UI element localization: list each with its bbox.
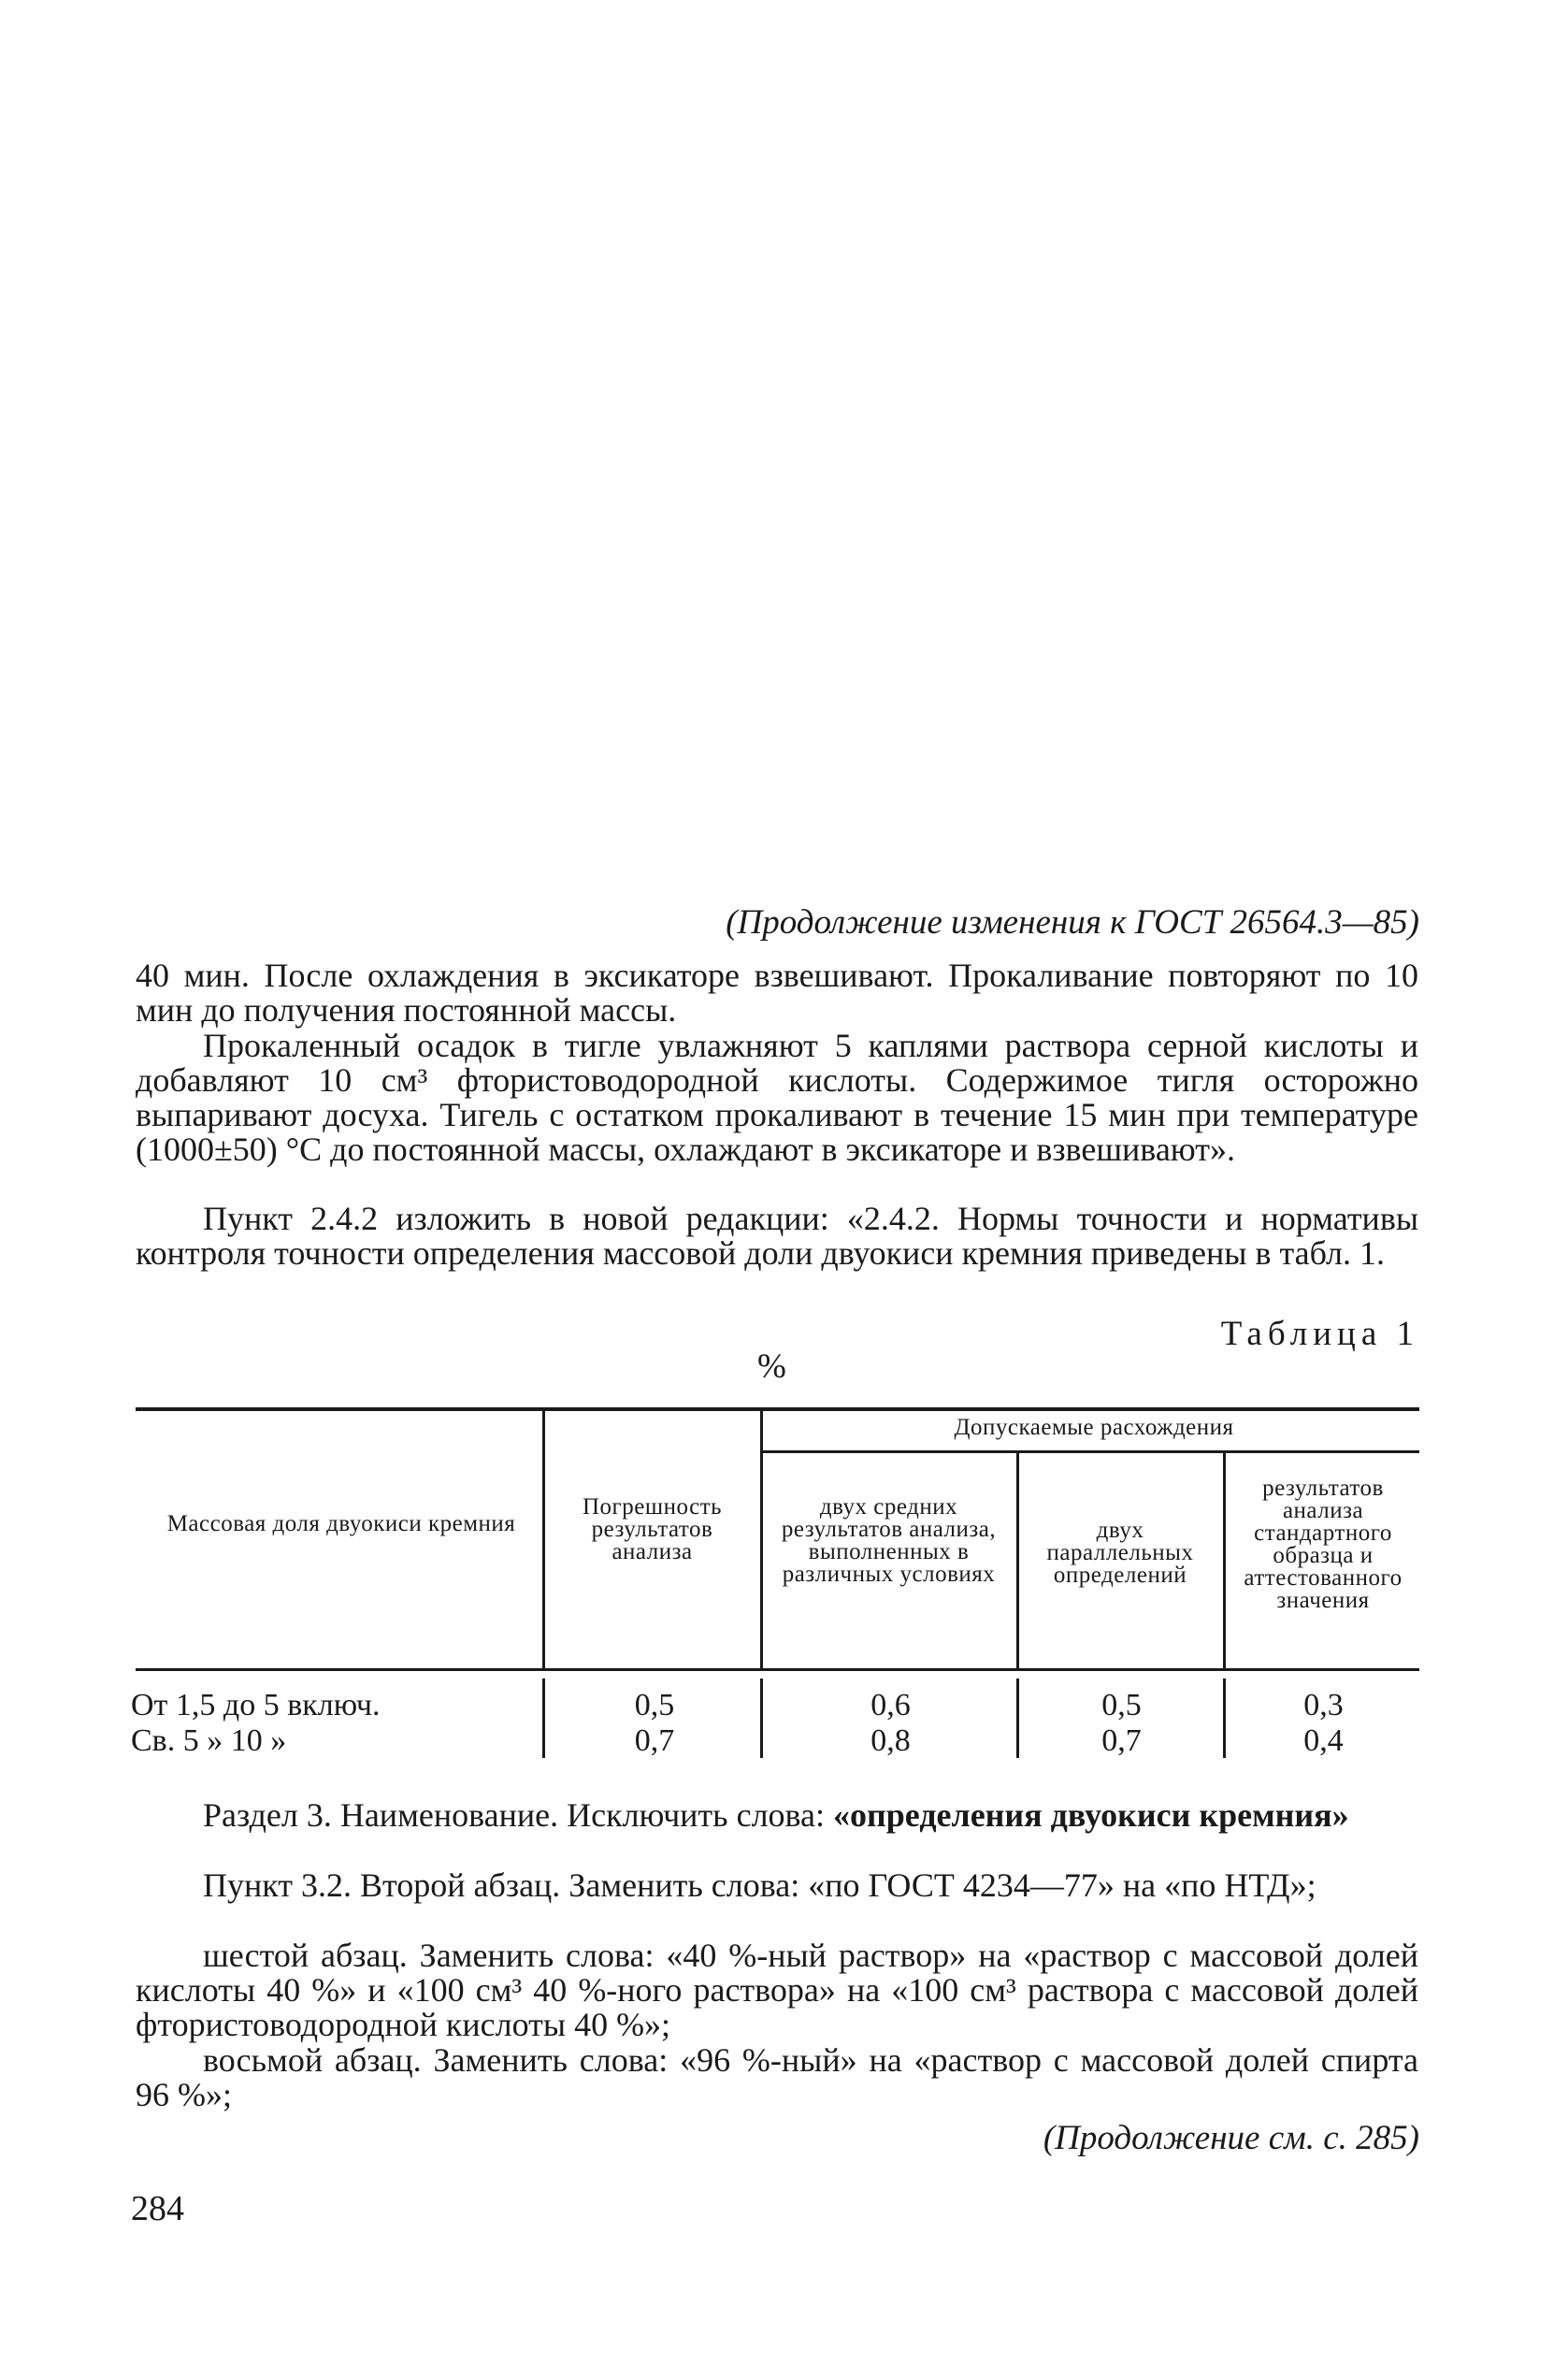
table-caption: Таблица 1: [1220, 1315, 1419, 1353]
table-vline: [760, 1411, 763, 1668]
page-number: 284: [131, 2189, 184, 2228]
table-vline: [1223, 1679, 1226, 1758]
section3-bold: «определения двуокиси кремния»: [833, 1796, 1349, 1834]
header-two-parallel: двух параллельных определений: [1046, 1518, 1194, 1588]
table-vline: [542, 1411, 545, 1668]
header-error: Погрешность результатов анализа: [582, 1494, 723, 1564]
table-vline: [1016, 1453, 1019, 1668]
section3-text: Раздел 3. Наименование. Исключить слова:: [203, 1796, 834, 1834]
table-vline: [760, 1679, 763, 1758]
table-unit: %: [757, 1347, 786, 1386]
header-mass-fraction: Массовая доля двуокиси кремния: [166, 1511, 516, 1536]
paragraph-3-2: Пункт 3.2. Второй абзац. Заменить слова: «по ГОСТ 4234—77» на «по НТД»;: [203, 1866, 1316, 1904]
table-vline: [542, 1679, 545, 1758]
table-vline: [1016, 1679, 1019, 1758]
cell-two-means: 0,8: [870, 1723, 911, 1758]
table-top-rule: [136, 1407, 1419, 1411]
row-label: Св. 5 » 10 »: [131, 1723, 287, 1758]
cell-two-means: 0,6: [870, 1688, 911, 1722]
continuation-note: (Продолжение см. с. 285): [1043, 2119, 1419, 2157]
table-header-rule: [136, 1668, 1419, 1671]
paragraph-3: Пункт 2.4.2 изложить в новой редакции: «2.4.2. Нормы точности и нормативы контроля точности определения массовой доли двуокиси кремния приведены в табл. 1.: [136, 1200, 1418, 1272]
cell-standard-sample: 0,4: [1303, 1723, 1344, 1758]
cell-error: 0,7: [634, 1723, 675, 1758]
cell-standard-sample: 0,3: [1303, 1688, 1344, 1722]
row-label: От 1,5 до 5 включ.: [131, 1688, 381, 1722]
table-group-rule: [762, 1450, 1419, 1453]
paragraph-section3: [136, 1798, 1418, 1833]
table-vline: [1223, 1453, 1226, 1668]
paragraph-2: Прокаленный осадок в тигле увлажняют 5 каплями раствора серной кислоты и добавляют 10 см³ фтористоводородной кислоты. Содержимое тигля осторожно выпаривают досуха. Тигель с остатком прокаливают в течение 15 мин при температуре (1000±50) °С до постоянной массы, охлаждают в эксикаторе и взвешивают».: [136, 1027, 1418, 1168]
paragraph-1: 40 мин. После охлаждения в эксикаторе взвешивают. Прокаливание повторяют по 10 мин до получения постоянной массы.: [136, 957, 1418, 1029]
paragraph-eighth: восьмой абзац. Заменить слова: «96 %-ный» на «раствор с массовой долей спирта 96 %»;: [136, 2041, 1418, 2113]
cell-error: 0,5: [634, 1688, 675, 1722]
cell-two-parallel: 0,5: [1101, 1688, 1142, 1722]
header-two-means: двух средних результатов анализа, выполненных в различных условиях: [781, 1494, 997, 1587]
paragraph-sixth: шестой абзац. Заменить слова: «40 %-ный раствор» на «раствор с массовой долей кислоты 40 %» и «100 см³ 40 %-ного раствора» на «100 см³ раствора с массовой долей фтористоводородной кислоты 40 %»;: [136, 1937, 1418, 2043]
header-group: Допускаемые расхождения: [954, 1415, 1234, 1440]
cell-two-parallel: 0,7: [1101, 1723, 1142, 1758]
page-header: (Продолжение изменения к ГОСТ 26564.3—85): [726, 903, 1419, 942]
header-standard-sample: результатов анализа стандартного образца и аттестованного значения: [1244, 1476, 1403, 1613]
